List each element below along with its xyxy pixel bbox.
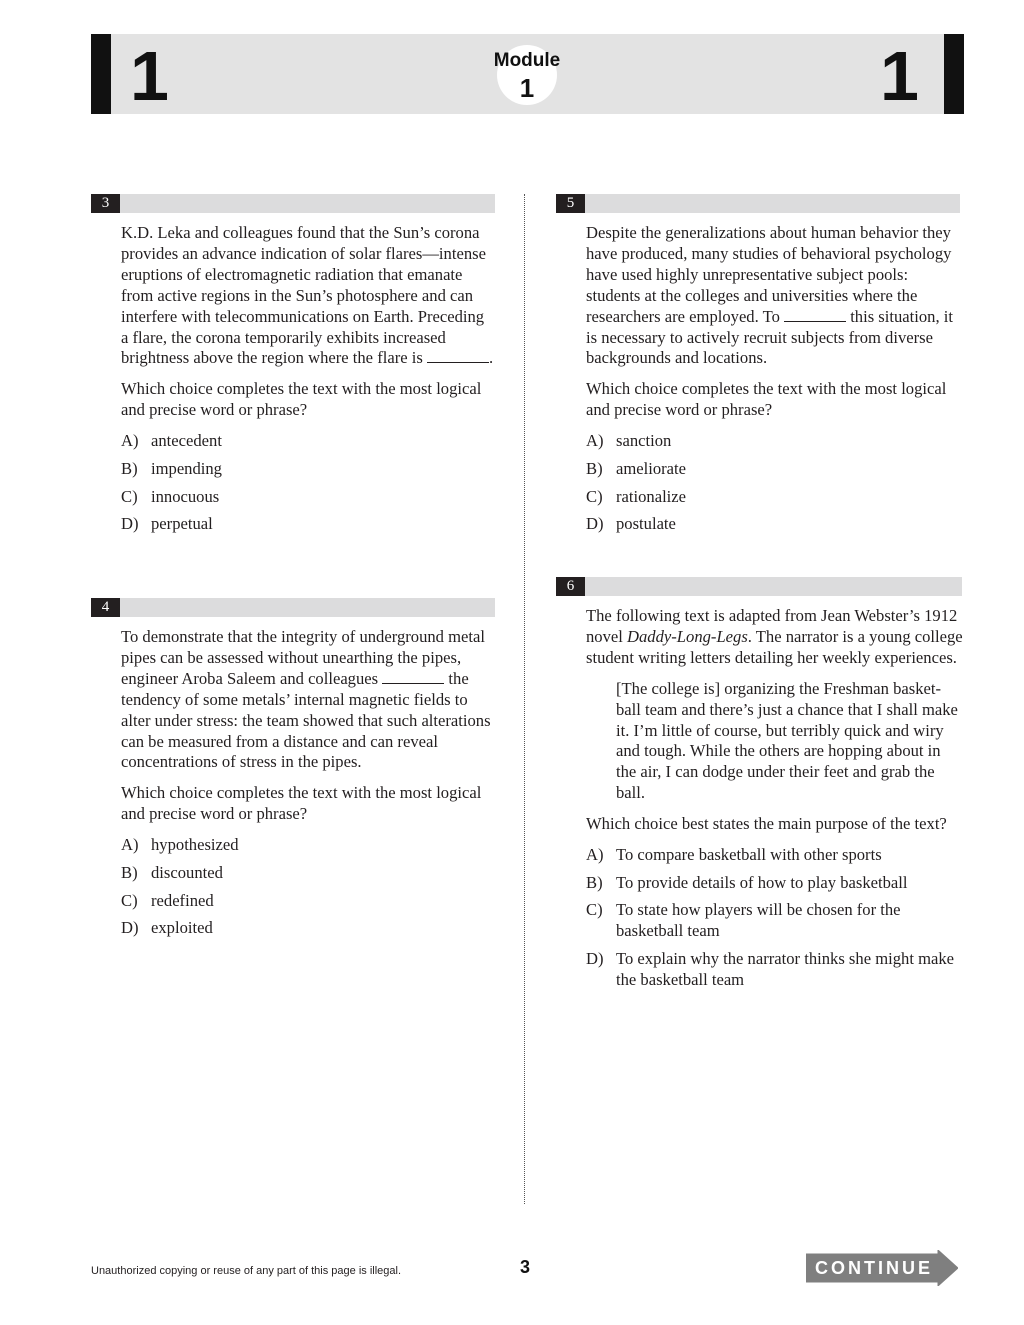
question-number-badge: 3 xyxy=(91,194,120,213)
question-4 xyxy=(121,627,497,946)
choice-text: sanction xyxy=(616,431,672,451)
choice-text: redefined xyxy=(151,890,214,910)
question-number-badge: 5 xyxy=(556,194,585,213)
module-label: Module xyxy=(493,50,561,71)
answer-choice-c[interactable] xyxy=(121,891,497,912)
continue-button[interactable] xyxy=(806,1250,958,1286)
choice-letter: A) xyxy=(121,835,139,855)
choice-letter: C) xyxy=(586,900,603,920)
question-passage: K.D. Leka and colleagues found that the Sun’s corona provides an advance indication of solar flares—intense eruptions of electromagnetic radiation that emanate from active regions in the Sun’s photosphere and can interfere with telecommunications on Earth. Preceding a flare, the corona temporarily exhibits increased brightness above the region where the flare is . xyxy=(121,223,494,368)
answer-choice-a[interactable] xyxy=(586,845,964,866)
question-prompt: Which choice completes the text with the most logical and precise word or phrase? xyxy=(121,783,482,824)
question-passage: To demonstrate that the integrity of underground metal pipes can be assessed without unearthing the pipes, engineer Aroba Saleem and colleagues the tendency of some metals’ internal magnetic fields to alter under stress: the team showed that such alterations can be measured from a distance and can reveal concentrations of stress in the pipes. xyxy=(121,627,491,772)
answer-choice-d[interactable] xyxy=(586,514,964,535)
choice-letter: D) xyxy=(586,514,604,534)
section-number-left: 1 xyxy=(130,37,169,115)
question-prompt: Which choice best states the main purpose of the text? xyxy=(586,814,947,834)
question-number-badge: 6 xyxy=(556,577,585,596)
choice-letter: C) xyxy=(586,486,603,506)
copyright-notice: Unauthorized copying or reuse of any part of this page is illegal. xyxy=(91,1265,402,1277)
answer-choices xyxy=(586,431,964,535)
question-quote: [The college is] organizing the Freshman basket-ball team and there’s just a chance that I shall make it. I’m little of course, but terribly quick and wiry and tough. While the others are hopping about in the air, I can dodge under their feet and grab the ball. xyxy=(616,678,958,803)
question-intro: The following text is adapted from Jean Webster’s 1912 novel Daddy-Long-Legs. The narrator is a young college student writing letters detailing her weekly experiences. xyxy=(586,606,963,667)
question-3 xyxy=(121,223,495,542)
question-3-header-bar xyxy=(91,194,495,213)
answer-choice-c[interactable] xyxy=(586,900,964,942)
choice-letter: C) xyxy=(121,890,138,910)
continue-label: CONTINUE xyxy=(815,1258,933,1278)
choice-text: ameliorate xyxy=(616,458,687,478)
choice-text: To explain why the narrator thinks she might make the basketball team xyxy=(616,949,955,989)
choice-text: impending xyxy=(151,458,222,478)
choice-letter: A) xyxy=(586,845,604,865)
answer-choice-d[interactable] xyxy=(121,514,495,535)
page-number: 3 xyxy=(519,1257,530,1277)
choice-letter: B) xyxy=(121,458,138,478)
choice-text: exploited xyxy=(151,918,213,938)
header-left-bar xyxy=(91,34,111,114)
choice-text: To state how players will be chosen for the basketball team xyxy=(616,900,901,941)
question-prompt: Which choice completes the text with the most logical and precise word or phrase? xyxy=(586,379,947,420)
choice-text: discounted xyxy=(151,862,223,882)
question-5 xyxy=(586,223,964,542)
choice-text: To provide details of how to play basketball xyxy=(616,872,908,892)
choice-letter: D) xyxy=(586,949,604,969)
choice-letter: A) xyxy=(586,431,604,451)
answer-choice-a[interactable] xyxy=(121,835,497,856)
choice-text: rationalize xyxy=(616,486,687,506)
choice-text: innocuous xyxy=(151,486,220,506)
choice-letter: D) xyxy=(121,514,139,534)
question-4-header-bar xyxy=(91,598,495,617)
section-number-right: 1 xyxy=(880,37,919,115)
answer-choice-a[interactable] xyxy=(121,431,495,452)
choice-letter: C) xyxy=(121,486,138,506)
header-right-bar xyxy=(944,34,964,114)
module-number: 1 xyxy=(519,73,535,103)
answer-choice-c[interactable] xyxy=(586,487,964,508)
answer-choice-b[interactable] xyxy=(121,863,497,884)
question-passage: Despite the generalizations about human behavior they have produced, many studies of behavioral psychology have used highly unrepresentative subject pools: students at the colleges and universities where the researchers are employed. To this situation, it is necessary to actively recruit subjects from diverse backgrounds and locations. xyxy=(586,223,953,368)
answer-choices xyxy=(121,835,497,939)
answer-choices xyxy=(121,431,495,535)
answer-choice-d[interactable] xyxy=(586,949,964,991)
choice-letter: B) xyxy=(121,862,138,882)
answer-choices xyxy=(586,845,964,991)
choice-letter: A) xyxy=(121,431,139,451)
question-number-badge: 4 xyxy=(91,598,120,617)
choice-text: antecedent xyxy=(151,431,222,451)
question-prompt: Which choice completes the text with the most logical and precise word or phrase? xyxy=(121,379,482,420)
answer-blank xyxy=(784,308,846,322)
choice-letter: B) xyxy=(586,872,603,892)
answer-blank xyxy=(382,670,444,684)
answer-choice-c[interactable] xyxy=(121,487,495,508)
answer-choice-d[interactable] xyxy=(121,918,497,939)
answer-choice-a[interactable] xyxy=(586,431,964,452)
answer-blank xyxy=(427,349,489,363)
choice-letter: D) xyxy=(121,918,139,938)
question-6 xyxy=(586,606,964,998)
choice-letter: B) xyxy=(586,458,603,478)
question-5-header-bar xyxy=(556,194,960,213)
answer-choice-b[interactable] xyxy=(121,459,495,480)
choice-text: hypothesized xyxy=(151,835,239,855)
answer-choice-b[interactable] xyxy=(586,459,964,480)
question-6-header-bar xyxy=(556,577,962,596)
answer-choice-b[interactable] xyxy=(586,873,964,894)
choice-text: postulate xyxy=(616,514,676,534)
choice-text: To compare basketball with other sports xyxy=(616,845,882,865)
choice-text: perpetual xyxy=(151,514,213,534)
column-divider xyxy=(524,194,525,1204)
